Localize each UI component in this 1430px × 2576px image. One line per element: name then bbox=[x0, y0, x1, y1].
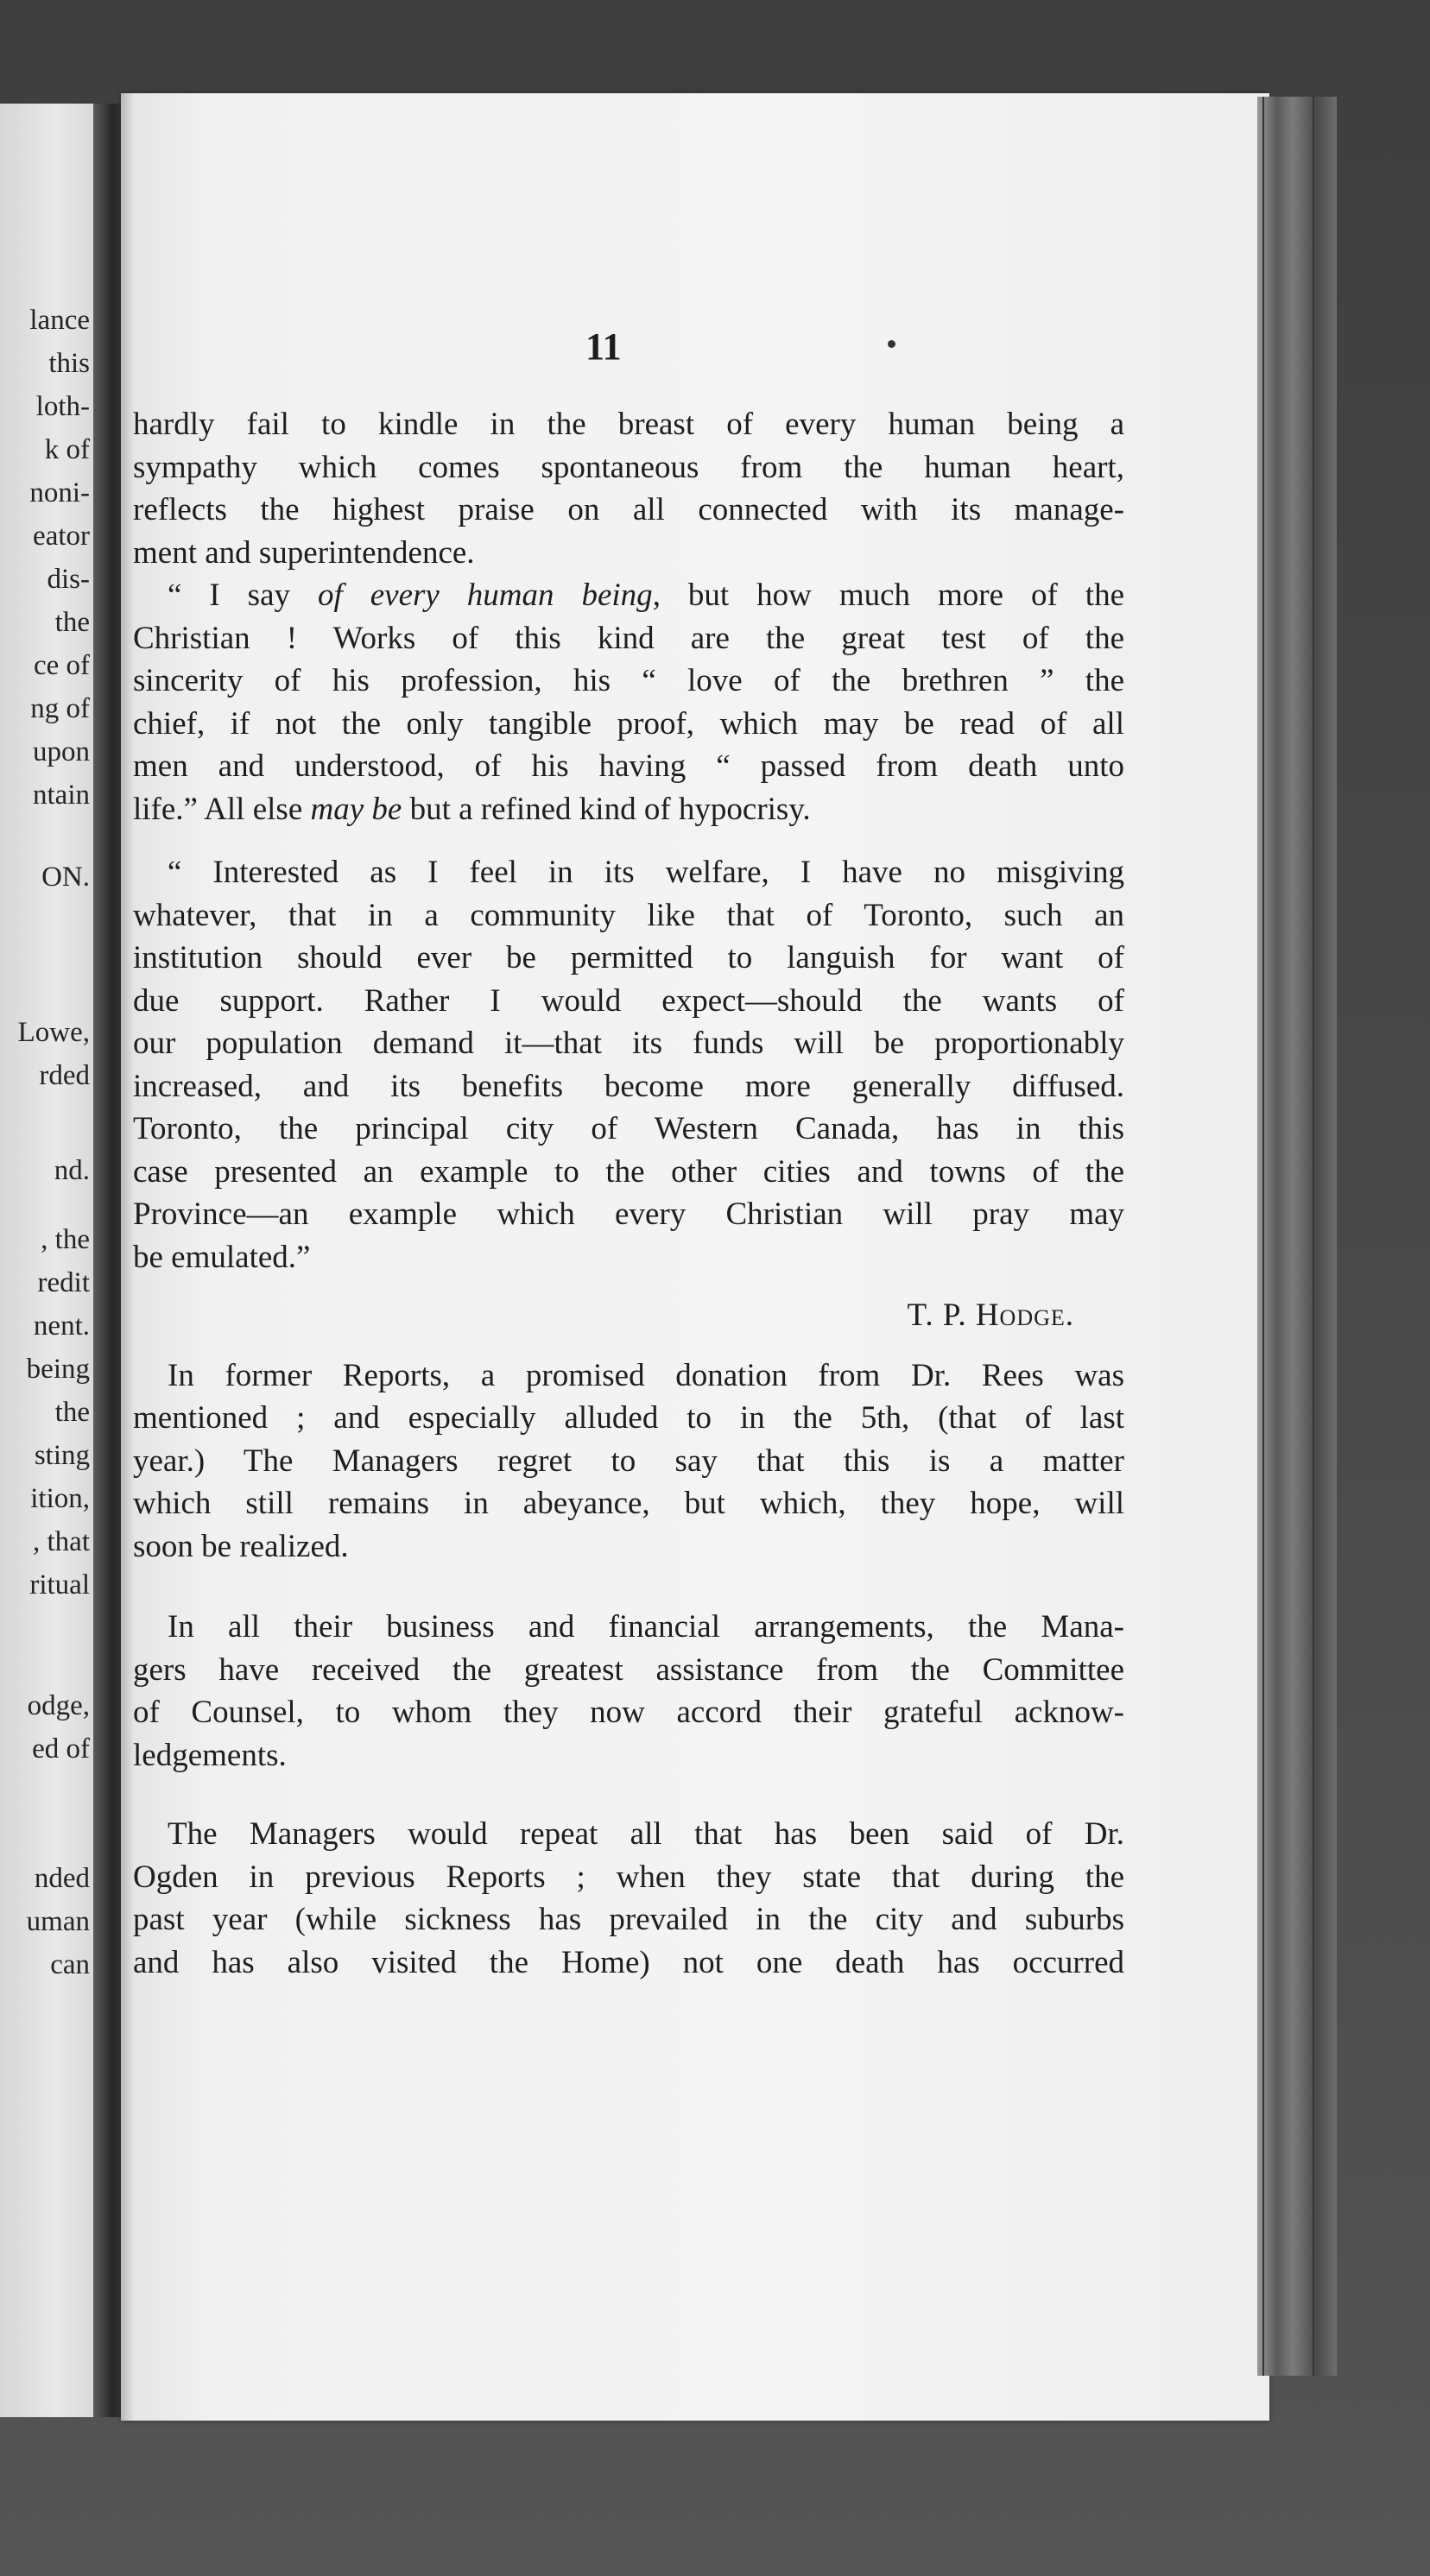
text-run: , but how much more of the bbox=[652, 578, 1124, 613]
text-line: whatever, that in a community like that of Toronto, such an bbox=[133, 897, 1124, 933]
left-page-fragment: odge, bbox=[27, 1690, 90, 1721]
text-line: sympathy which comes spontaneous from the human heart, bbox=[133, 449, 1124, 485]
text-line: In all their business and financial arrangements, the Mana- bbox=[168, 1609, 1124, 1645]
text-line: and has also visited the Home) not one death has occurred bbox=[133, 1944, 1124, 1980]
text-line: our population demand it—that its funds will be proportionably bbox=[133, 1026, 1124, 1061]
binding-line bbox=[1262, 97, 1264, 2376]
left-page-fragment: upon bbox=[33, 736, 90, 767]
left-page-fragment: ntain bbox=[33, 780, 90, 811]
text-line: due support. Rather I would expect—should the wants of bbox=[133, 982, 1124, 1019]
text-line: In former Reports, a promised donation from Dr. Rees was bbox=[168, 1357, 1124, 1393]
text-line: Christian ! Works of this kind are the great test of the bbox=[133, 620, 1124, 656]
left-neighbour-page bbox=[0, 104, 93, 2417]
text-line: “ Interested as I feel in its welfare, I have no misgiving bbox=[168, 855, 1124, 890]
text-line: Ogden in previous Reports ; when they state that during the bbox=[133, 1859, 1124, 1895]
text-line: ment and superintendence. bbox=[133, 534, 475, 571]
left-page-fragment: the bbox=[54, 1397, 90, 1428]
text-line bbox=[168, 575, 1124, 616]
left-page-fragment: redit bbox=[37, 1267, 90, 1298]
left-page-fragment: nd. bbox=[54, 1155, 90, 1186]
italic-phrase: of every human being bbox=[317, 578, 653, 613]
left-page-fragment: , that bbox=[33, 1526, 90, 1557]
left-page-fragment: lance bbox=[29, 305, 90, 336]
left-page-fragment: ON. bbox=[41, 862, 90, 893]
left-page-fragment: k of bbox=[44, 434, 90, 465]
left-page-fragment: sting bbox=[34, 1440, 90, 1471]
text-line: chief, if not the only tangible proof, which may be read of all bbox=[133, 705, 1124, 742]
left-page-fragment: ce of bbox=[33, 650, 90, 681]
left-page-fragment: ition, bbox=[30, 1483, 90, 1514]
text-line: year.) The Managers regret to say that this is a matter bbox=[133, 1443, 1124, 1479]
left-page-fragment: the bbox=[54, 607, 90, 638]
text-line: reflects the highest praise on all connected with its manage- bbox=[133, 492, 1124, 527]
page-number: 11 bbox=[585, 325, 622, 368]
text-line: of Counsel, to whom they now accord their grateful acknow- bbox=[133, 1695, 1124, 1730]
signature: T. P. Hodge. bbox=[907, 1297, 1074, 1333]
left-page-fragment: ritual bbox=[29, 1569, 90, 1601]
left-page-fragment: being bbox=[26, 1354, 90, 1385]
text-line: institution should ever be permitted to languish for want of bbox=[133, 940, 1124, 975]
text-run: “ I say bbox=[168, 578, 318, 613]
text-line: be emulated.” bbox=[133, 1239, 311, 1275]
left-page-fragment: uman bbox=[26, 1906, 90, 1937]
binding-line bbox=[1313, 97, 1314, 2376]
ink-speck bbox=[888, 340, 895, 348]
book-binding bbox=[1257, 97, 1337, 2376]
left-page-fragment: ng of bbox=[30, 693, 90, 724]
text-run: but a refined kind of hypocrisy. bbox=[402, 791, 811, 827]
left-page-fragment: loth- bbox=[35, 391, 90, 422]
left-page-fragment: dis- bbox=[47, 564, 90, 595]
text-line: mentioned ; and especially alluded to in the 5th, (that of last bbox=[133, 1400, 1124, 1436]
text-line: soon be realized. bbox=[133, 1528, 349, 1564]
text-line: sincerity of his profession, his “ love of the brethren ” the bbox=[133, 663, 1124, 698]
left-page-fragment: rded bbox=[39, 1060, 90, 1091]
text-line: Province—an example which every Christian will pray may bbox=[133, 1196, 1124, 1232]
left-page-fragment: nent. bbox=[33, 1310, 90, 1342]
italic-phrase: may be bbox=[310, 791, 402, 827]
text-line: past year (while sickness has prevailed in the city and suburbs bbox=[133, 1902, 1124, 1937]
text-line: which still remains in abeyance, but which, they hope, will bbox=[133, 1486, 1124, 1521]
text-line: ledgements. bbox=[133, 1737, 287, 1773]
left-page-fragment: , the bbox=[41, 1224, 90, 1255]
left-page-fragment: noni- bbox=[29, 477, 90, 508]
left-page-fragment: ed of bbox=[32, 1733, 90, 1765]
text-line: gers have received the greatest assistance from the Committee bbox=[133, 1651, 1124, 1688]
text-line: hardly fail to kindle in the breast of every human being a bbox=[133, 407, 1124, 442]
left-page-fragment: Lowe, bbox=[17, 1017, 90, 1048]
text-line bbox=[133, 789, 1124, 830]
text-line: men and understood, of his having “ passed from death unto bbox=[133, 748, 1124, 784]
left-page-fragment: eator bbox=[33, 521, 90, 552]
text-line: case presented an example to the other cities and towns of the bbox=[133, 1153, 1124, 1190]
left-page-fragment: this bbox=[48, 348, 90, 379]
left-page-fragment: can bbox=[50, 1949, 90, 1980]
left-page-fragment: nded bbox=[34, 1863, 90, 1894]
text-line: Toronto, the principal city of Western Canada, has in this bbox=[133, 1111, 1124, 1146]
text-run: life.” All else bbox=[133, 791, 311, 827]
text-line: The Managers would repeat all that has been said of Dr. bbox=[168, 1816, 1124, 1852]
text-line: increased, and its benefits become more generally diffused. bbox=[133, 1068, 1124, 1104]
